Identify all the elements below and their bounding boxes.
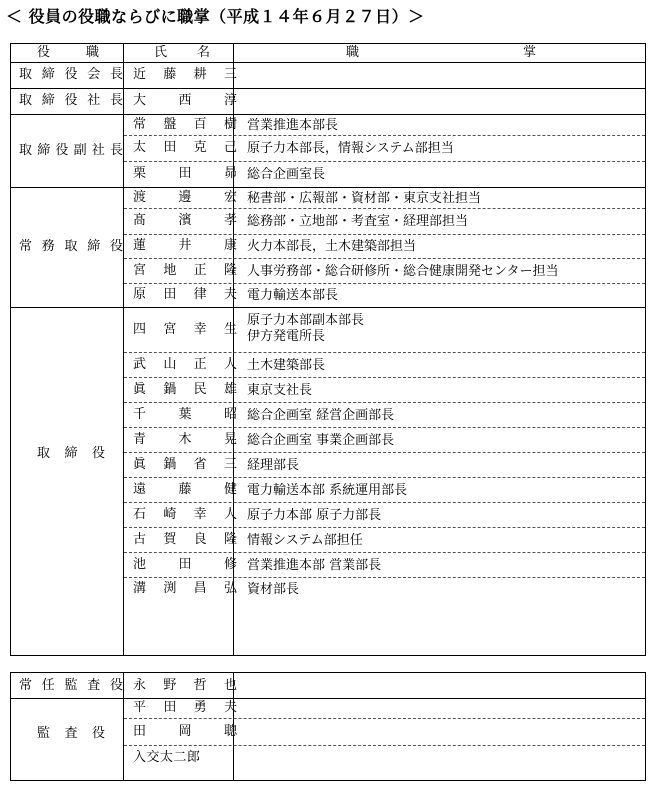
officer-name: 四 宮 幸 生 bbox=[133, 321, 237, 337]
officer-name: 太 田 克 己 bbox=[133, 140, 237, 155]
position-title: 常 務 取 締 役 bbox=[19, 239, 123, 254]
duty-line: 原子力本部長，情報システム部担当 bbox=[247, 141, 454, 156]
duty-line: 総務部・立地部・考査室・経理部担当 bbox=[247, 214, 469, 229]
officer-name: 遠 藤 健 bbox=[133, 481, 237, 497]
officer-duties bbox=[247, 239, 647, 255]
officer-name: 古 賀 良 隆 bbox=[133, 531, 237, 547]
officer-name: 武 山 正 人 bbox=[133, 356, 237, 372]
officer-duties bbox=[247, 288, 647, 304]
officer-name: 千 葉 昭 bbox=[133, 406, 237, 422]
officer-name: 永 野 哲 也 bbox=[133, 677, 237, 693]
officer-duties bbox=[247, 508, 647, 524]
duty-line: 資材部長 bbox=[247, 582, 300, 597]
officer-duties bbox=[247, 264, 647, 280]
duty-line: 情報システム部担任 bbox=[247, 532, 363, 548]
officer-name: 田 岡 聰 bbox=[133, 723, 237, 739]
auditors-table bbox=[10, 672, 646, 781]
position-title: 取 締 役 社 長 bbox=[19, 93, 123, 108]
duty-line: 伊方発電所長 bbox=[247, 328, 326, 344]
duty-line: 営業推進本部長 bbox=[247, 117, 339, 133]
duty-line: 電力輸送本部 系統運用部長 bbox=[247, 482, 408, 498]
officer-duties bbox=[247, 313, 647, 345]
duty-line: 経理部長 bbox=[247, 457, 300, 473]
officer-name: 眞 鍋 省 三 bbox=[133, 456, 237, 472]
duty-line: 人事労務部・総合研修所・総合健康開発センター担当 bbox=[247, 263, 559, 279]
header-position: 役 職 bbox=[37, 45, 99, 60]
officer-name: 入交太二郎 bbox=[133, 749, 201, 765]
position-title: 取 締 役 会 長 bbox=[19, 67, 123, 82]
officer-name: 大 西 淳 bbox=[133, 93, 237, 108]
officer-name: 髙 濱 孝 bbox=[133, 213, 237, 228]
page-title: ＜ 役員の役職ならびに職掌（平成１４年６月２７日）＞ bbox=[6, 7, 425, 26]
officer-name: 蓮 井 康 bbox=[133, 238, 237, 253]
officer-duties bbox=[247, 433, 647, 449]
position-title: 取 締 役 bbox=[37, 446, 105, 461]
officer-name: 池 田 修 bbox=[133, 556, 237, 572]
officer-duties bbox=[247, 408, 647, 424]
officer-name: 栗 田 昴 bbox=[133, 166, 237, 181]
officer-name: 青 木 晃 bbox=[133, 431, 237, 447]
duty-line: 総合企画室長 bbox=[247, 167, 326, 182]
officer-duties bbox=[247, 582, 647, 598]
duty-line: 火力本部長，土木建築部担当 bbox=[247, 239, 417, 254]
officer-duties bbox=[247, 191, 647, 207]
position-title: 取 締 役 副 社 長 bbox=[19, 142, 123, 158]
header-duties: 職 掌 bbox=[346, 45, 536, 60]
duty-line: 総合企画室 事業企画部長 bbox=[247, 432, 395, 448]
officer-name: 宮 地 正 隆 bbox=[133, 262, 237, 278]
officer-name: 原 田 律 夫 bbox=[133, 287, 237, 302]
officer-name: 眞 鍋 民 雄 bbox=[133, 381, 237, 397]
officer-duties bbox=[247, 533, 647, 549]
officer-name: 溝 渕 昌 弘 bbox=[133, 581, 237, 596]
officer-name: 近 藤 耕 三 bbox=[133, 67, 237, 82]
duty-line: 原子力本部副本部長 bbox=[247, 312, 365, 328]
officers-table bbox=[10, 43, 646, 656]
duty-line: 総合企画室 経営企画部長 bbox=[247, 407, 395, 423]
officer-name: 渡 邊 宏 bbox=[133, 189, 237, 205]
position-title: 常 任 監 査 役 bbox=[19, 677, 123, 693]
officer-duties bbox=[247, 483, 647, 499]
officer-duties bbox=[247, 167, 647, 183]
officer-duties bbox=[247, 141, 647, 157]
officer-duties bbox=[247, 118, 647, 134]
position-title: 監 査 役 bbox=[37, 726, 105, 741]
duty-line: 東京支社長 bbox=[247, 382, 313, 398]
officer-name: 石 崎 幸 人 bbox=[133, 506, 237, 522]
officer-duties bbox=[247, 358, 647, 374]
header-name: 氏 名 bbox=[154, 45, 210, 60]
officer-name: 平 田 勇 夫 bbox=[133, 700, 237, 715]
officer-duties bbox=[247, 383, 647, 399]
duty-line: 原子力本部 原子力部長 bbox=[247, 507, 382, 523]
duty-line: 電力輸送本部長 bbox=[247, 288, 339, 303]
duty-line: 土木建築部長 bbox=[247, 357, 326, 373]
officer-duties bbox=[247, 458, 647, 474]
officer-duties bbox=[247, 214, 647, 230]
officer-duties bbox=[247, 558, 647, 574]
duty-line: 営業推進本部 営業部長 bbox=[247, 557, 382, 573]
duty-line: 秘書部・広報部・資材部・東京支社担当 bbox=[247, 190, 482, 206]
officer-name: 常 盤 百 樹 bbox=[133, 116, 237, 132]
